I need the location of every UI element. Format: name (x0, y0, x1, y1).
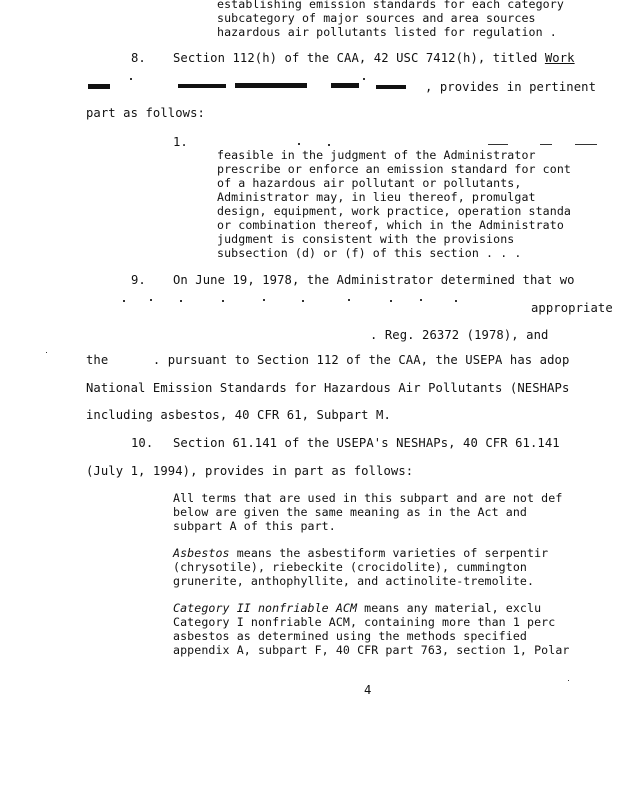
quote-line: judgment is consistent with the provisions (217, 232, 515, 246)
paragraph-number: 10. (131, 436, 154, 450)
quote-line: Administrator may, in lieu thereof, promulgat (217, 190, 536, 204)
top-quote-line: hazardous air pollutants listed for regulation . (217, 25, 557, 39)
quote-line: or combination thereof, which in the Administrato (217, 218, 564, 232)
scan-speck (455, 300, 457, 302)
paragraph-9-line: including asbestos, 40 CFR 61, Subpart M. (86, 408, 391, 422)
top-quote-line: establishing emission standards for each category (217, 0, 564, 11)
paragraph-9-line: On June 19, 1978, the Administrator determined that wo (173, 273, 575, 287)
category-ii-definition-line (173, 601, 541, 615)
definition-text: means the asbestiform varieties of serpentir (229, 546, 549, 560)
scan-speck (348, 299, 350, 301)
definition-text: means any material, exclu (357, 601, 542, 615)
page-number: 4 (364, 683, 372, 697)
asbestos-definition-line: (chrysotile), riebeckite (crocidolite), cummington (173, 560, 528, 574)
paragraph-9-line: . Reg. 26372 (1978), and (370, 328, 549, 342)
quote-item-number: 1. (173, 135, 188, 149)
scan-speck (328, 144, 330, 146)
paragraph-10-line: (July 1, 1994), provides in part as follows: (86, 464, 414, 478)
definition-intro-line: subpart A of this part. (173, 519, 336, 533)
paragraph-10-line: Section 61.141 of the USEPA's NESHAPs, 40 CFR 61.141 (173, 436, 560, 450)
paragraph-9-line: National Emission Standards for Hazardous Air Pollutants (NESHAPs (86, 381, 570, 395)
scan-speck (575, 144, 597, 145)
scan-speck (488, 144, 508, 145)
category-ii-definition-line: Category I nonfriable ACM, containing more than 1 perc (173, 615, 556, 629)
definition-intro-line: below are given the same meaning as in the Act and (173, 505, 528, 519)
paragraph-number: 8. (131, 51, 146, 65)
scan-speck (150, 299, 152, 301)
redaction-bar (88, 84, 110, 89)
scan-speck (123, 300, 125, 302)
scan-speck (46, 352, 47, 353)
quote-line: prescribe or enforce an emission standard for cont (217, 162, 572, 176)
paragraph-number: 9. (131, 273, 146, 287)
paragraph-8-line: part as follows: (86, 106, 205, 120)
scan-speck (568, 680, 569, 681)
quote-line: feasible in the judgment of the Administrator (217, 148, 536, 162)
scan-speck (390, 300, 392, 302)
paragraph-8-line (173, 51, 575, 65)
scan-speck (298, 143, 300, 145)
scan-speck (363, 78, 365, 80)
scan-speck (222, 300, 224, 302)
paragraph-8-text: Section 112(h) of the CAA, 42 USC 7412(h), titled (173, 51, 545, 65)
scan-speck (420, 299, 422, 301)
definition-intro-line: All terms that are used in this subpart and are not def (173, 491, 563, 505)
scan-speck (180, 300, 182, 302)
paragraph-9-line: the . pursuant to Section 112 of the CAA, the USEPA has adop (86, 353, 570, 367)
quote-line: subsection (d) or (f) of this section . . . (217, 246, 522, 260)
scan-speck (540, 144, 552, 145)
quote-line: design, equipment, work practice, operation standa (217, 204, 572, 218)
top-quote-line: subcategory of major sources and area sources (217, 11, 536, 25)
redaction-bar (331, 83, 359, 88)
redaction-bar (235, 83, 307, 88)
category-ii-definition-line: appendix A, subpart F, 40 CFR part 763, section 1, Polar (173, 643, 570, 657)
scan-speck (130, 78, 132, 80)
category-ii-definition-line: asbestos as determined using the methods specified (173, 629, 528, 643)
paragraph-8-underlined-title: Work (544, 51, 575, 65)
paragraph-9-line: appropriate (531, 301, 613, 315)
redaction-bar (376, 85, 406, 89)
asbestos-definition-line: grunerite, anthophyllite, and actinolite-tremolite. (173, 574, 535, 588)
defined-term: Category II nonfriable ACM (173, 601, 358, 615)
defined-term: Asbestos (173, 546, 230, 560)
redaction-bar (178, 84, 226, 88)
paragraph-8-line: , provides in pertinent (425, 80, 597, 94)
quote-line: of a hazardous air pollutant or pollutants, (217, 176, 522, 190)
scan-speck (263, 299, 265, 301)
scan-speck (302, 300, 304, 302)
asbestos-definition-line (173, 546, 548, 560)
